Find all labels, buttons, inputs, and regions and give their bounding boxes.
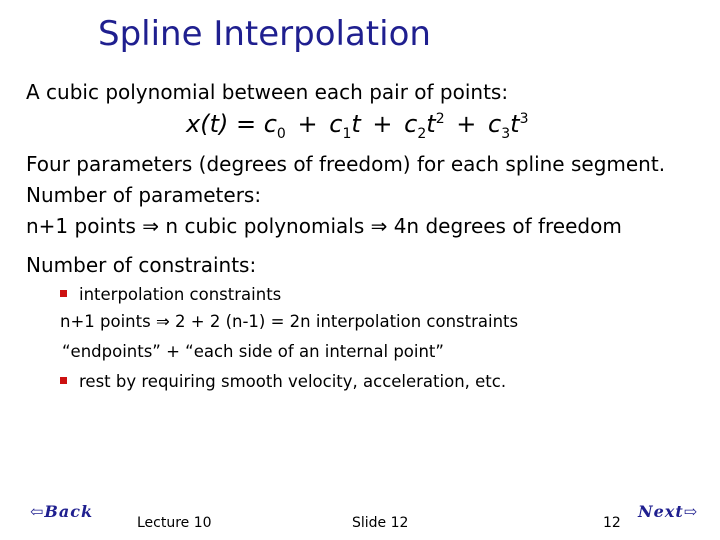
bullet-interpolation	[60, 285, 281, 304]
next-label: Next	[638, 502, 684, 521]
arrow-right-icon: ⇨	[683, 502, 699, 521]
parameters-line: Four parameters (degrees of freedom) for each spline segment.	[26, 152, 666, 176]
slide-title: Spline Interpolation	[98, 14, 431, 54]
formula-c1t: $c_1t$	[329, 110, 361, 142]
degrees-of-freedom-line: n+1 points ⇒ n cubic polynomials ⇒ 4n degrees of freedom	[26, 214, 622, 238]
bullet-square-icon	[60, 377, 67, 384]
number-of-constraints-line: Number of constraints:	[26, 253, 257, 277]
back-label: Back	[44, 502, 94, 521]
formula-lhs: x(t) =	[186, 110, 257, 138]
bullet-square-icon	[60, 290, 67, 297]
cubic-formula	[186, 110, 529, 142]
intro-text: A cubic polynomial between each pair of points:	[26, 80, 509, 104]
formula-plus: +	[372, 110, 393, 138]
formula-plus: +	[297, 110, 318, 138]
formula-c2t2: $c_2t^2$	[404, 110, 445, 142]
arrow-left-icon: ⇦	[30, 502, 45, 521]
endpoints-line: “endpoints” + “each side of an internal point”	[62, 342, 444, 361]
next-button[interactable]	[638, 502, 698, 521]
formula-plus: +	[456, 110, 477, 138]
slide-label: Slide 12	[352, 515, 409, 531]
formula-c3t3: $c_3t^3$	[488, 110, 529, 142]
bullet-text: interpolation constraints	[79, 285, 282, 304]
back-button[interactable]	[30, 502, 93, 521]
page-number: 12	[603, 515, 621, 531]
interpolation-count-line: n+1 points ⇒ 2 + 2 (n-1) = 2n interpolation constraints	[60, 312, 519, 331]
formula-c0: $c_0$	[263, 110, 286, 142]
number-of-parameters-line: Number of parameters:	[26, 183, 262, 207]
bullet-text: rest by requiring smooth velocity, acceleration, etc.	[79, 372, 507, 391]
bullet-smoothness	[60, 372, 506, 391]
lecture-label: Lecture 10	[137, 515, 212, 531]
